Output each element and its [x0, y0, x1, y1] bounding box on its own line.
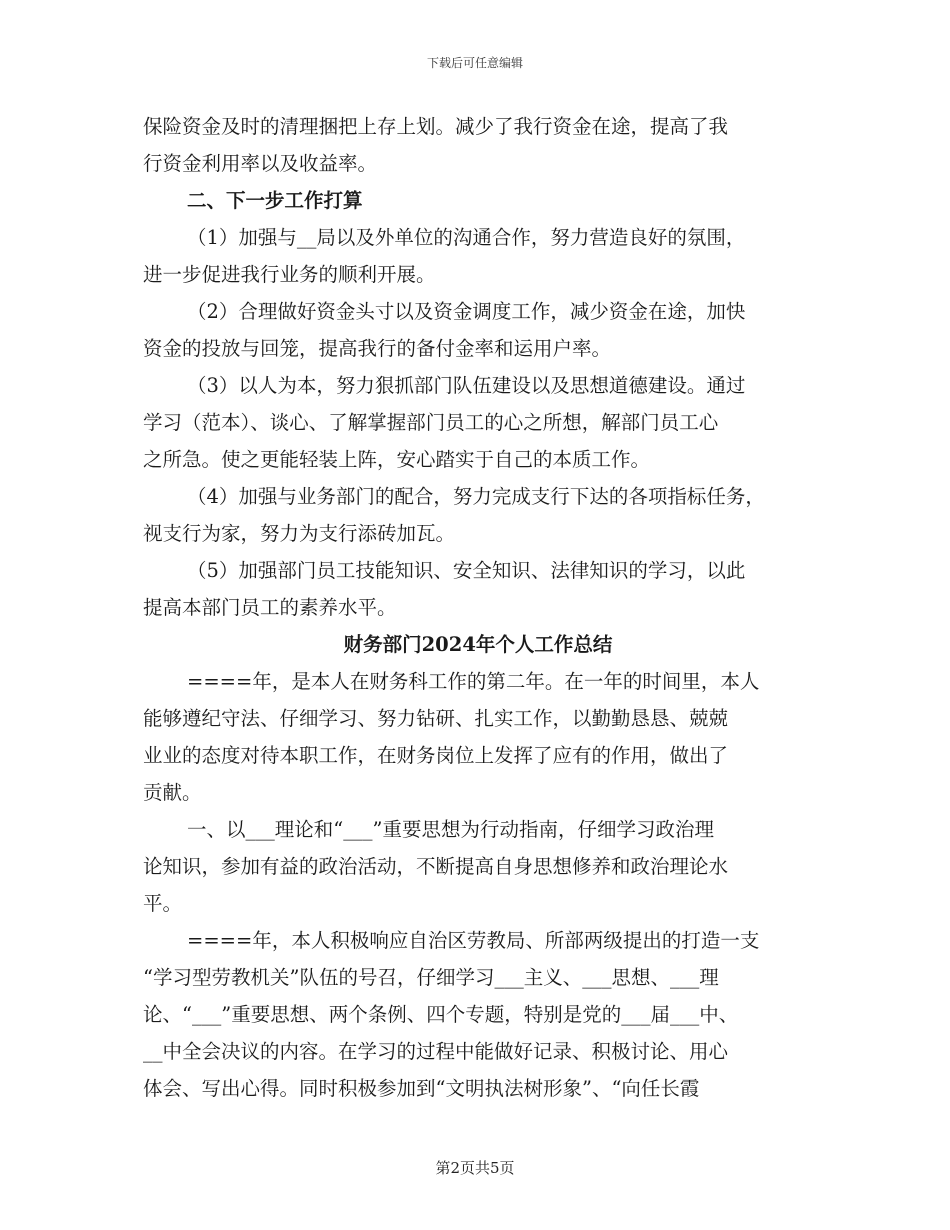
body-line: __中全会决议的内容。在学习的过程中能做好记录、积极讨论、用心: [143, 1040, 729, 1063]
body-line: 一、以___理论和“___”重要思想为行动指南，仔细学习政治理: [187, 818, 714, 841]
body-line: 体会、写出心得。同时积极参加到“文明执法树形象”、“向任长霞: [143, 1077, 700, 1100]
body-line: （1）加强与__局以及外单位的沟通合作，努力营造良好的氛围，: [187, 226, 746, 249]
body-line: 行资金利用率以及收益率。: [143, 152, 378, 175]
page-header: 下载后可任意编辑: [426, 56, 523, 70]
body-line: （2）合理做好资金头寸以及资金调度工作，减少资金在途，加快: [187, 300, 746, 323]
body-line: 提高本部门员工的素养水平。: [143, 596, 397, 619]
body-line: 业业的态度对待本职工作，在财务岗位上发挥了应有的作用，做出了: [143, 744, 729, 767]
document-body: [143, 108, 813, 1107]
body-line: （5）加强部门员工技能知识、安全知识、法律知识的学习，以此: [187, 559, 746, 582]
section-heading: 二、下一步工作打算: [187, 189, 363, 212]
body-line: 进一步促进我行业务的顺利开展。: [143, 263, 436, 286]
body-line: 学习（范本）、谈心、了解掌握部门员工的心之所想，解部门员工心: [143, 411, 719, 434]
document-title: 财务部门2024年个人工作总结: [343, 633, 613, 656]
body-line: 平。: [143, 892, 183, 915]
body-line: ====年，本人积极响应自治区劳教局、所部两级提出的打造一支: [187, 929, 760, 952]
page-number: 第2页共5页: [435, 1159, 515, 1177]
body-line: 资金的投放与回笼，提高我行的备付金率和运用户率。: [143, 337, 612, 360]
body-line: 能够遵纪守法、仔细学习、努力钻研、扎实工作，以勤勤恳恳、兢兢: [143, 707, 729, 730]
body-line: （4）加强与业务部门的配合，努力完成支行下达的各项指标任务，: [187, 485, 765, 508]
body-line: 之所急。使之更能轻装上阵，安心踏实于自己的本质工作。: [143, 448, 651, 471]
body-line: ====年，是本人在财务科工作的第二年。在一年的时间里，本人: [187, 670, 760, 693]
body-line: 视支行为家，努力为支行添砖加瓦。: [143, 522, 456, 545]
body-line: 论、“___”重要思想、两个条例、四个专题，特别是党的___届___中、: [143, 1003, 739, 1026]
body-line: 论知识，参加有益的政治活动，不断提高自身思想修养和政治理论水: [143, 855, 729, 878]
body-line: （3）以人为本，努力狠抓部门队伍建设以及思想道德建设。通过: [187, 374, 746, 397]
body-line: 贡献。: [143, 781, 202, 804]
body-line: 保险资金及时的清理捆把上存上划。减少了我行资金在途，提高了我: [143, 115, 729, 138]
body-line: “学习型劳教机关”队伍的号召，仔细学习___主义、___思想、___理: [143, 966, 719, 989]
